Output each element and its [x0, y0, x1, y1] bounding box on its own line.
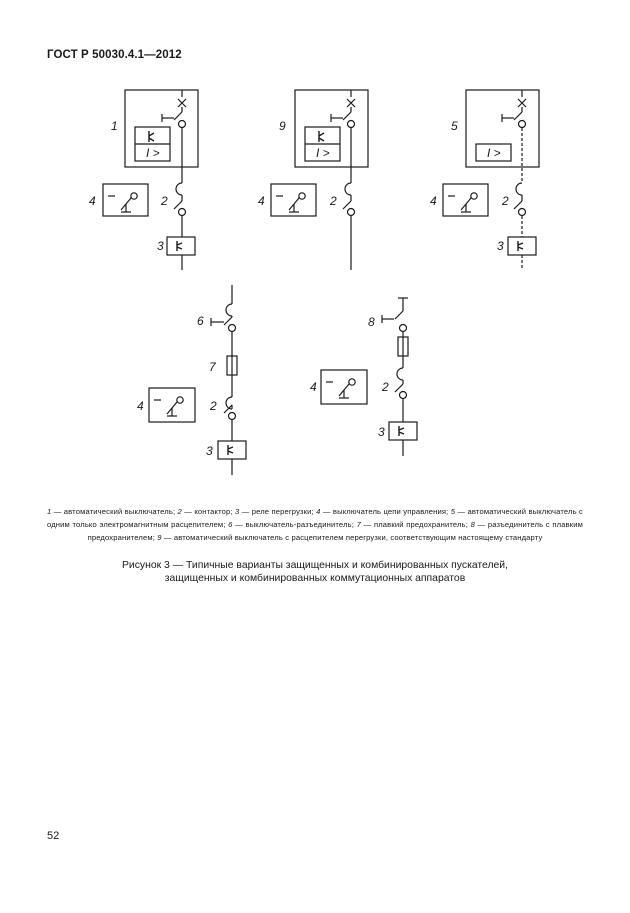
legend-item-text: — разъединитель с плавким предохранителем;	[87, 520, 583, 543]
overload-relay-box	[508, 237, 536, 255]
label-1: 1	[111, 119, 118, 133]
breaker-cross-icon	[347, 99, 355, 107]
legend-item-number: 2	[177, 507, 182, 516]
label-6: 6	[197, 314, 204, 328]
overload-relay-box	[167, 237, 195, 255]
breaker-cross-icon	[178, 99, 186, 107]
label-2: 2	[502, 194, 509, 208]
legend-item-number: 1	[47, 507, 52, 516]
label-3: 3	[157, 239, 164, 253]
circuit-breaker-enclosure	[125, 90, 198, 167]
label-8: 8	[368, 315, 375, 329]
figure-caption-line-2: защищенных и комбинированных коммутационных аппаратов	[164, 573, 466, 584]
label-3: 3	[206, 444, 213, 458]
label-4: 4	[430, 194, 437, 208]
legend-item-text: — автоматический выключатель с расцепителем перегрузки, соответствующим настоящему стандарту	[161, 533, 543, 543]
overcurrent-label: I >	[487, 146, 501, 160]
thermal-relay-icon	[319, 131, 324, 142]
legend-item	[316, 507, 451, 516]
label-7: 7	[209, 360, 216, 374]
label-3: 3	[378, 425, 385, 439]
contactor-arc	[516, 183, 522, 195]
label-4: 4	[258, 194, 265, 208]
label-2: 2	[210, 399, 217, 413]
label-2: 2	[382, 380, 389, 394]
figure-caption-line-1: Рисунок 3 — Типичные варианты защищенных и комбинированных пускателей,	[121, 560, 508, 571]
contactor-arc	[345, 183, 351, 195]
legend-item-number: 7	[356, 520, 361, 530]
legend-item	[228, 520, 356, 529]
group-5-magnetic-breaker-starter	[430, 90, 539, 270]
legend-item	[357, 520, 471, 529]
control-switch-box	[149, 388, 195, 422]
label-4: 4	[89, 194, 96, 208]
label-2: 2	[161, 194, 168, 208]
legend-item-number: 3	[234, 507, 240, 516]
group-9-circuit-breaker-overload	[258, 90, 368, 270]
circuit-breaker-enclosure	[466, 90, 539, 167]
legend-item-text: — автоматический выключатель;	[51, 507, 178, 516]
document-header: ГОСТ Р 50030.4.1—2012	[47, 49, 182, 61]
circuit-breaker-enclosure	[295, 90, 368, 167]
overload-relay-box	[389, 422, 417, 440]
label-4: 4	[137, 399, 144, 413]
group-1-circuit-breaker-starter	[89, 90, 198, 270]
control-switch-box	[321, 370, 367, 404]
legend-item-text: — контактор;	[181, 507, 235, 516]
legend-item	[235, 507, 316, 516]
figure-legend	[47, 505, 583, 545]
contactor-arc	[397, 368, 403, 380]
legend-item-text: — плавкий предохранитель;	[360, 520, 471, 530]
legend-item-text: — реле перегрузки;	[239, 507, 317, 516]
legend-item-number: 8	[470, 520, 475, 530]
group-8-fuse-disconnector-starter	[310, 298, 417, 456]
label-4: 4	[310, 380, 317, 394]
legend-item	[47, 507, 178, 516]
group-6-fused-switch-starter	[137, 285, 246, 475]
page-number: 52	[47, 830, 60, 842]
legend-item-text: — автоматический выключатель с одним только электромагнитным расцепителем;	[47, 507, 583, 530]
legend-item	[178, 507, 235, 516]
label-2: 2	[330, 194, 337, 208]
legend-item-number: 5	[450, 507, 456, 516]
legend-item-number: 6	[228, 520, 233, 530]
overload-relay-box	[218, 441, 246, 459]
disconnector-arc	[226, 304, 232, 316]
overcurrent-label: I >	[146, 146, 160, 160]
label-3: 3	[497, 239, 504, 253]
legend-item-number: 9	[157, 533, 162, 543]
legend-item-number: 4	[316, 507, 321, 516]
contactor-arc	[176, 183, 182, 195]
thermal-relay-icon	[149, 131, 154, 142]
breaker-cross-icon	[518, 99, 526, 107]
label-5: 5	[451, 119, 458, 133]
label-9: 9	[279, 119, 286, 133]
overcurrent-label: I >	[316, 146, 330, 160]
legend-item-text: — выключатель-разъединитель;	[232, 520, 357, 530]
legend-item-text: — выключатель цепи управления;	[320, 507, 451, 516]
legend-item	[157, 533, 542, 542]
